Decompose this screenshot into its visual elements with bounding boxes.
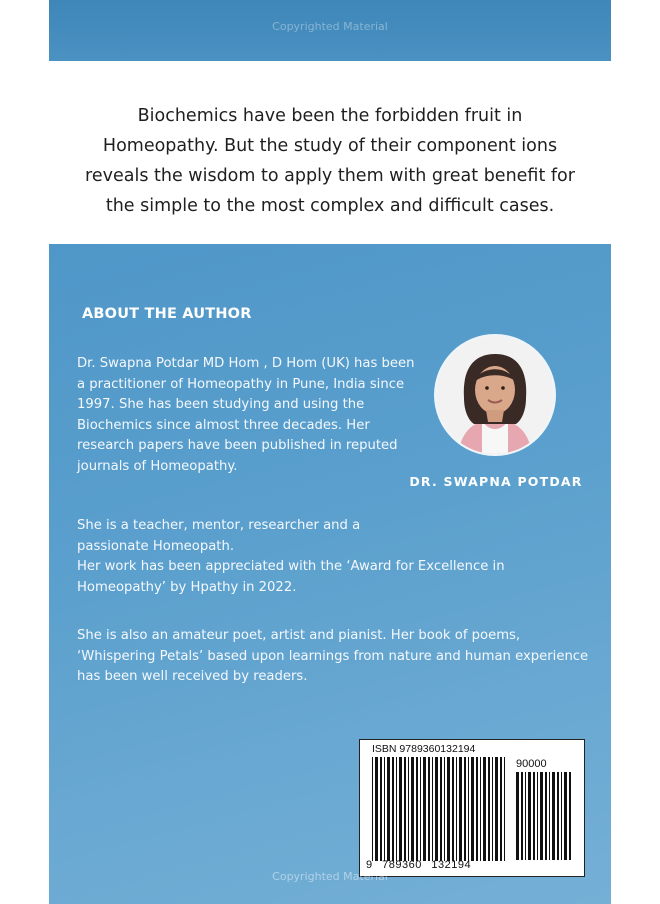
barcode-bar	[408, 757, 409, 861]
barcode-bar	[516, 772, 519, 860]
watermark-top: Copyrighted Material	[272, 20, 388, 33]
blurb-line: Biochemics have been the forbidden fruit in	[137, 106, 523, 126]
barcode-bar	[521, 772, 523, 860]
barcode-bar	[552, 772, 555, 860]
barcode-bar	[528, 772, 531, 860]
author-bio-line: Her work has been appreciated with the ‘Award for Excellence in Homeopathy’ by Hpathy in 2022.	[77, 559, 505, 595]
blurb-line: the simple to the most complex and difficult cases.	[105, 196, 555, 216]
barcode-bar	[384, 757, 385, 861]
author-bio-paragraph-1: Dr. Swapna Potdar MD Hom , D Hom (UK) has been a practitioner of Homeopathy in Pune, India since 1997. She has been studying and using the Biochemics since almost three decades. Her research papers have been published in reputed journals of Homeopathy.	[77, 356, 415, 474]
barcode-bar	[525, 772, 526, 860]
barcode-bar	[476, 757, 478, 861]
barcode-bar	[561, 772, 562, 860]
blurb-line: Homeopathy. But the study of their component ions	[102, 136, 558, 156]
barcode-bar	[456, 757, 457, 861]
barcode-bar	[372, 757, 373, 861]
barcode-bar	[435, 757, 438, 861]
price-code: 90000	[516, 758, 547, 770]
barcode-bar	[411, 757, 414, 861]
barcode-bar	[471, 757, 474, 861]
about-author-heading: ABOUT THE AUTHOR	[82, 306, 252, 322]
barcode-bar	[392, 757, 394, 861]
barcode-bar	[432, 757, 433, 861]
back-cover-blurb	[60, 101, 600, 221]
barcode-bar	[564, 772, 567, 860]
barcode-bar	[537, 772, 538, 860]
barcode-bar	[375, 757, 378, 861]
barcode-bar	[557, 772, 559, 860]
barcode-bar	[483, 757, 486, 861]
barcode-bar	[549, 772, 550, 860]
author-bio-paragraph-3: She is also an amateur poet, artist and pianist. Her book of poems, ‘Whispering Petals’ based upon learnings from nature and human experience has been well received by readers.	[77, 628, 589, 684]
barcode-bar	[399, 757, 402, 861]
isbn-digits: 9 789360 132194	[366, 859, 472, 871]
barcode-bar	[447, 757, 450, 861]
barcode-bar	[428, 757, 430, 861]
barcode-bar	[396, 757, 397, 861]
barcode-bars-main	[372, 757, 508, 861]
barcode-bars-addon	[516, 772, 574, 860]
barcode-bar	[545, 772, 547, 860]
barcode-bar	[488, 757, 490, 861]
barcode-bar	[464, 757, 466, 861]
about-author-panel	[49, 244, 611, 904]
barcode-bar	[504, 757, 505, 861]
barcode-bar	[468, 757, 469, 861]
barcode-bar	[423, 757, 426, 861]
barcode-bar	[387, 757, 390, 861]
barcode-bar	[569, 772, 571, 860]
author-bio-paragraph-2	[77, 516, 577, 598]
barcode-bar	[533, 772, 535, 860]
barcode-bar	[500, 757, 502, 861]
barcode-bar	[492, 757, 493, 861]
author-photo	[436, 336, 554, 454]
isbn-label: ISBN 9789360132194	[372, 743, 476, 755]
barcode-bar	[540, 772, 543, 860]
isbn-barcode	[359, 739, 585, 877]
barcode-bar	[440, 757, 442, 861]
barcode-bar	[452, 757, 454, 861]
author-bio-line: She is a teacher, mentor, researcher and a passionate Homeopath.	[77, 518, 361, 554]
blurb-line: reveals the wisdom to apply them with great benefit for	[85, 166, 575, 186]
watermark-bottom: Copyrighted Material	[272, 870, 388, 883]
barcode-bar	[416, 757, 418, 861]
barcode-bar	[459, 757, 462, 861]
barcode-bar	[404, 757, 406, 861]
top-blue-band	[49, 0, 611, 61]
barcode-bar	[380, 757, 382, 861]
barcode-bar	[420, 757, 421, 861]
author-name-caption: DR. SWAPNA POTDAR	[409, 474, 583, 489]
barcode-bar	[444, 757, 445, 861]
barcode-bar	[480, 757, 481, 861]
barcode-bar	[495, 757, 498, 861]
author-portrait-image	[436, 336, 554, 454]
